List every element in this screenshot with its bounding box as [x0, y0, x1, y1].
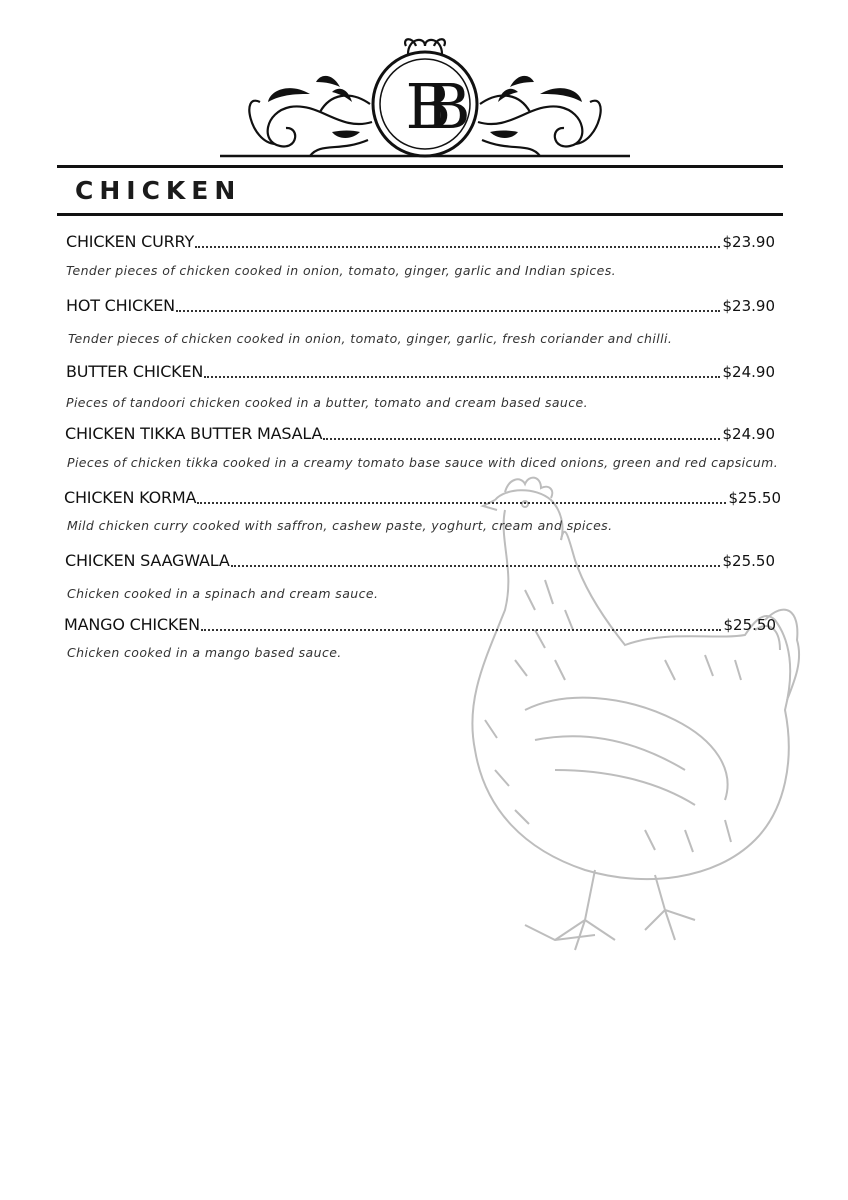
item-name: HOT CHICKEN [66, 296, 175, 315]
item-name: BUTTER CHICKEN [66, 362, 204, 381]
dot-leader [197, 502, 725, 504]
item-name: CHICKEN KORMA [64, 488, 197, 507]
top-rule [57, 165, 783, 168]
dot-leader [176, 310, 720, 312]
item-description: Chicken cooked in a spinach and cream sauce. [67, 586, 379, 601]
logo-monogram: BB [405, 70, 445, 143]
hen-illustration [465, 470, 805, 965]
item-name: CHICKEN CURRY [66, 232, 195, 251]
item-price: $25.50 [722, 552, 775, 570]
dot-leader [201, 629, 721, 631]
item-description: Tender pieces of chicken cooked in onion, tomato, ginger, garlic, fresh coriander and chilli. [68, 331, 673, 346]
dot-leader [323, 438, 719, 440]
dot-leader [231, 565, 720, 567]
item-price: $24.90 [722, 363, 775, 381]
item-name: MANGO CHICKEN [64, 615, 200, 634]
item-price: $25.50 [728, 489, 781, 507]
monogram-logo [220, 32, 630, 160]
dot-leader [195, 246, 719, 248]
dot-leader [204, 376, 719, 378]
item-price: $23.90 [722, 233, 775, 251]
item-price: $24.90 [722, 425, 775, 443]
section-title: CHICKEN [75, 176, 242, 205]
item-price: $25.50 [723, 616, 776, 634]
item-name: CHICKEN SAAGWALA [65, 551, 230, 570]
item-description: Pieces of tandoori chicken cooked in a butter, tomato and cream based sauce. [66, 395, 588, 410]
item-name: CHICKEN TIKKA BUTTER MASALA [65, 424, 323, 443]
bottom-rule [57, 213, 783, 216]
item-description: Tender pieces of chicken cooked in onion, tomato, ginger, garlic and Indian spices. [66, 263, 617, 278]
item-description: Mild chicken curry cooked with saffron, cashew paste, yoghurt, cream and spices. [67, 518, 613, 533]
item-description: Pieces of chicken tikka cooked in a creamy tomato base sauce with diced onions, green and red capsicum. [67, 455, 779, 470]
item-price: $23.90 [722, 297, 775, 315]
item-description: Chicken cooked in a mango based sauce. [67, 645, 342, 660]
